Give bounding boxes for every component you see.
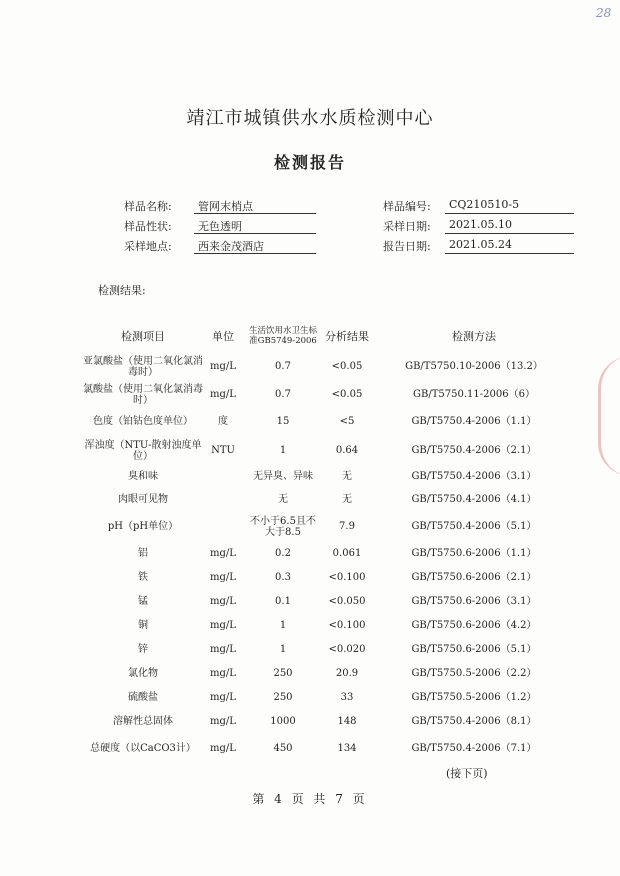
item-cell: pH（pH单位）	[107, 521, 179, 533]
method-cell: GB/T5750.4-2006（7.1）	[411, 743, 537, 755]
item-cell: 肉眼可见物	[118, 494, 168, 506]
header-standard: 生活饮用水卫生标准GB5749-2006	[248, 326, 317, 346]
header-method: 检测方法	[452, 329, 496, 343]
method-cell: GB/T5750.6-2006（2.1）	[411, 572, 537, 584]
header-result: 分析结果	[325, 329, 369, 343]
method-cell: GB/T5750.4-2006（5.1）	[411, 521, 537, 533]
unit-cell: mg/L	[210, 743, 236, 755]
method-cell: GB/T5750.6-2006（4.2）	[411, 620, 537, 632]
item-cell: 总硬度（以CaCO3计）	[90, 743, 196, 755]
table-row	[0, 614, 620, 638]
sampling-location-value: 西来金茂酒店	[194, 238, 316, 254]
item-cell: 铜	[138, 620, 148, 632]
result-cell: <0.050	[328, 596, 366, 608]
table-row	[0, 734, 620, 764]
sample-name-value: 管网末梢点	[194, 198, 316, 214]
standard-cell: 无异臭、异味	[253, 471, 313, 483]
result-cell: 20.9	[335, 668, 359, 680]
method-cell: GB/T5750.5-2006（1.2）	[411, 692, 537, 704]
standard-cell: 450	[273, 743, 293, 755]
item-cell: 亚氯酸盐（使用二氧化氯消毒时）	[83, 355, 203, 378]
method-cell: GB/T5750.4-2006（3.1）	[411, 471, 537, 483]
unit-cell: mg/L	[210, 620, 236, 632]
unit-cell: NTU	[211, 445, 235, 457]
standard-cell: 0.7	[275, 389, 291, 401]
standard-cell: 250	[273, 692, 293, 704]
standard-cell: 0.3	[275, 572, 291, 584]
item-cell: 铁	[138, 572, 148, 584]
result-cell: <5	[339, 416, 355, 428]
sample-name-label: 样品名称:	[124, 200, 172, 213]
result-cell: 无	[342, 494, 352, 506]
item-cell: 氯化物	[128, 668, 158, 680]
standard-cell: 不小于6.5且不大于8.5	[250, 515, 316, 538]
unit-cell: mg/L	[210, 572, 236, 584]
standard-cell: 15	[276, 416, 290, 428]
continued-note: (接下页)	[446, 767, 488, 780]
result-cell: 7.9	[339, 521, 355, 533]
unit-cell: mg/L	[210, 389, 236, 401]
result-cell: <0.05	[331, 361, 363, 373]
unit-cell: 度	[218, 416, 228, 428]
sample-state-value: 无色透明	[194, 218, 316, 234]
header-unit: 单位	[212, 329, 234, 343]
item-cell: 硫酸盐	[128, 692, 158, 704]
item-cell: 锰	[138, 596, 148, 608]
report-date-label: 报告日期:	[383, 240, 431, 253]
item-cell: 氯酸盐（使用二氧化氯消毒时）	[83, 383, 203, 406]
method-cell: GB/T5750.4-2006（2.1）	[411, 445, 537, 457]
table-row	[0, 686, 620, 710]
item-cell: 臭和味	[128, 471, 158, 483]
item-cell: 色度（铂钴色度单位）	[93, 416, 193, 428]
result-cell: 148	[337, 716, 357, 728]
table-header	[0, 322, 620, 352]
standard-cell: 0.2	[275, 548, 291, 560]
method-cell: GB/T5750.4-2006（1.1）	[411, 416, 537, 428]
method-cell: GB/T5750.4-2006（8.1）	[411, 716, 537, 728]
report-date-value: 2021.05.24	[445, 238, 574, 254]
result-cell: 0.64	[335, 445, 359, 457]
item-cell: 浑浊度（NTU-散射浊度单位）	[84, 439, 202, 462]
table-row	[0, 488, 620, 512]
table-row	[0, 662, 620, 686]
method-cell: GB/T5750.4-2006（4.1）	[411, 494, 537, 506]
sample-state-label: 样品性状:	[124, 220, 172, 233]
item-cell: 锌	[138, 644, 148, 656]
table-row	[0, 382, 620, 408]
result-cell: <0.100	[328, 572, 366, 584]
method-cell: GB/T5750.10-2006（13.2）	[405, 361, 543, 373]
table-row	[0, 638, 620, 662]
unit-cell: mg/L	[210, 361, 236, 373]
standard-cell: 250	[273, 668, 293, 680]
standard-cell: 1000	[270, 716, 296, 728]
table-row	[0, 512, 620, 542]
sample-id-value: CQ210510-5	[445, 198, 574, 214]
table-row	[0, 542, 620, 566]
item-cell: 铝	[138, 548, 148, 560]
results-label: 检测结果:	[98, 284, 146, 297]
method-cell: GB/T5750.6-2006（3.1）	[411, 596, 537, 608]
sampling-location-label: 采样地点:	[124, 240, 172, 253]
unit-cell: mg/L	[210, 644, 236, 656]
result-cell: 134	[337, 743, 357, 755]
table-row	[0, 436, 620, 466]
table-row	[0, 466, 620, 488]
table-row	[0, 352, 620, 382]
table-row	[0, 590, 620, 614]
standard-cell: 0.1	[275, 596, 291, 608]
item-cell: 溶解性总固体	[113, 716, 173, 728]
unit-cell: mg/L	[210, 548, 236, 560]
table-row	[0, 566, 620, 590]
unit-cell: mg/L	[210, 668, 236, 680]
unit-cell	[205, 466, 241, 488]
method-cell: GB/T5750.6-2006（5.1）	[411, 644, 537, 656]
method-cell: GB/T5750.5-2006（2.2）	[411, 668, 537, 680]
standard-cell: 0.7	[275, 361, 291, 373]
result-cell: <0.05	[331, 389, 363, 401]
standard-cell: 1	[279, 644, 287, 656]
unit-cell	[205, 512, 241, 542]
result-cell: <0.020	[328, 644, 366, 656]
unit-cell: mg/L	[210, 596, 236, 608]
sample-id-label: 样品编号:	[383, 200, 431, 213]
page-footer: 第 4 页 共 7 页	[252, 792, 368, 806]
header-item: 检测项目	[121, 329, 165, 343]
table-row	[0, 408, 620, 436]
result-cell: 0.061	[332, 548, 362, 560]
standard-cell: 无	[278, 494, 288, 506]
sampling-date-value: 2021.05.10	[445, 218, 574, 234]
unit-cell: mg/L	[210, 692, 236, 704]
standard-cell: 1	[279, 445, 287, 457]
organization-name: 靖江市城镇供水水质检测中心	[186, 108, 434, 129]
method-cell: GB/T5750.11-2006（6）	[413, 389, 535, 401]
result-cell: 无	[342, 471, 352, 483]
unit-cell: mg/L	[210, 716, 236, 728]
sampling-date-label: 采样日期:	[383, 220, 431, 233]
report-title: 检测报告	[273, 153, 346, 172]
result-cell: <0.100	[328, 620, 366, 632]
handwritten-page-number: 28	[596, 6, 612, 20]
result-cell: 33	[340, 692, 354, 704]
standard-cell: 1	[279, 620, 287, 632]
unit-cell	[205, 488, 241, 512]
method-cell: GB/T5750.6-2006（1.1）	[411, 548, 537, 560]
table-row	[0, 710, 620, 734]
